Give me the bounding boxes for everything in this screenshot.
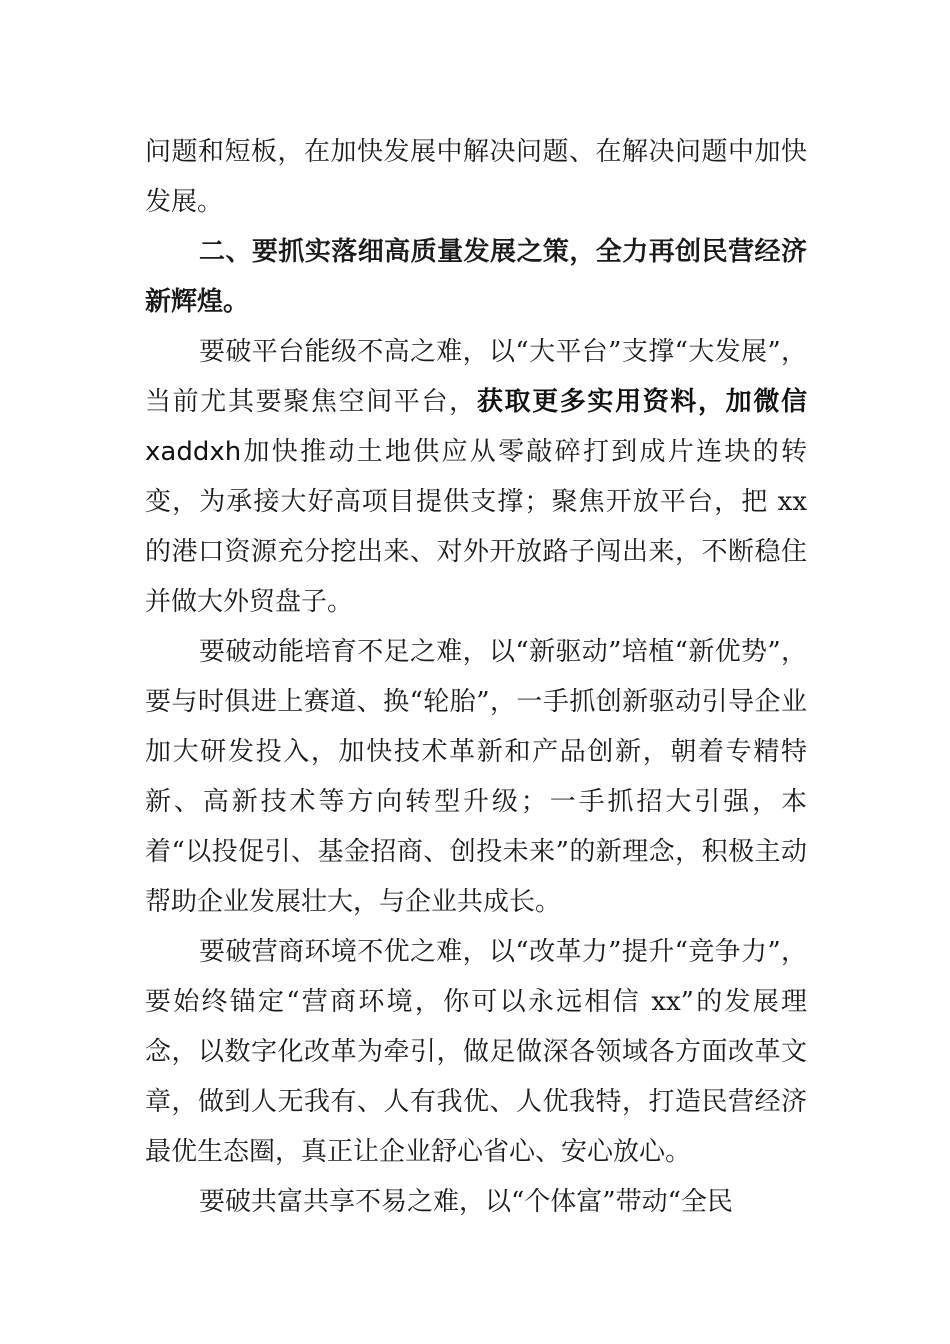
section-heading: 二、要抓实落细高质量发展之策，全力再创民营经济新辉煌。 [145, 237, 807, 317]
paragraph-continuation: 问题和短板，在加快发展中解决问题、在解决问题中加快发展。 [145, 137, 807, 217]
wechat-id: xaddxh [145, 437, 242, 467]
paragraph-platform-text-a: 要破平台能级不高之难，以“大平台”支撑“大发展”，当前尤其要聚焦空间平台， [145, 337, 807, 417]
document-body [145, 127, 807, 1227]
paragraph-platform [145, 327, 807, 627]
promo-text: 获取更多实用资料，加微信 [476, 387, 807, 417]
paragraph-common-prosperity: 要破共富共享不易之难，以“个体富”带动“全民 [199, 1187, 733, 1217]
paragraph-platform-text-b: 加快推动土地供应从零敲碎打到成片连块的转变，为承接大好高项目提供支撑；聚焦开放平台，把 xx 的港口资源充分挖出来、对外开放路子闯出来，不断稳住并做大外贸盘子。 [145, 437, 807, 617]
paragraph-momentum: 要破动能培育不足之难，以“新驱动”培植“新优势”，要与时俱进上赛道、换“轮胎”，一手抓创新驱动引导企业加大研发投入，加快技术革新和产品创新，朝着专精特新、高新技术等方向转型升级；一手抓招大引强，本着“以投促引、基金招商、创投未来”的新理念，积极主动帮助企业发展壮大，与企业共成长。 [145, 637, 807, 917]
paragraph-business-environment: 要破营商环境不优之难，以“改革力”提升“竞争力”，要始终锚定“营商环境，你可以永远相信 xx”的发展理念，以数字化改革为牵引，做足做深各领域各方面改革文章，做到人无我有、人有我优、人优我特，打造民营经济最优生态圈，真正让企业舒心省心、安心放心。 [145, 937, 807, 1167]
